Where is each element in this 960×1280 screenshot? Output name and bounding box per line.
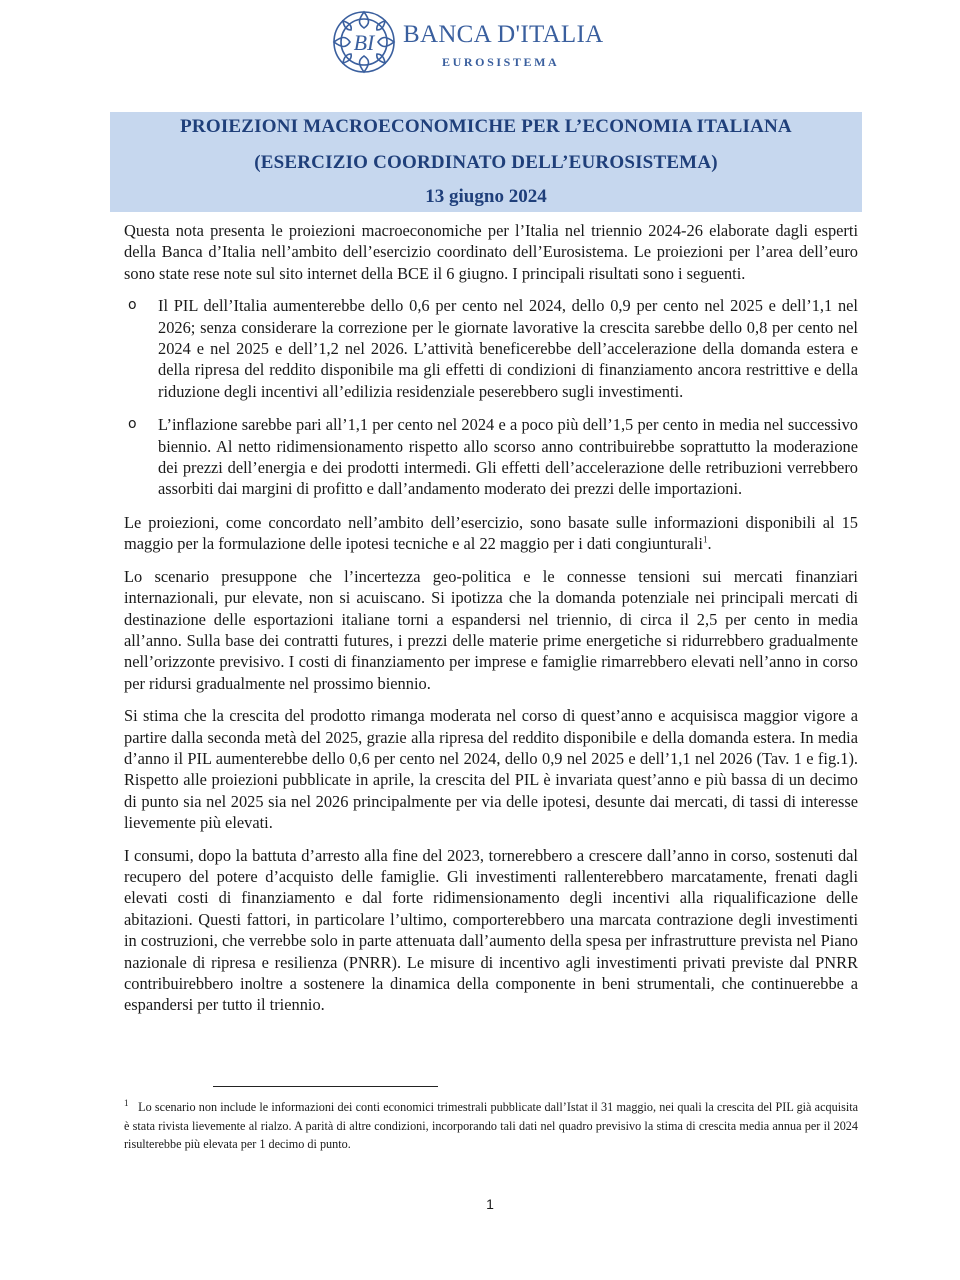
growth-paragraph: Si stima che la crescita del prodotto rimanga moderata nel corso di quest’anno e acquisisca maggior vigore a partire dalla seconda metà del 2025, grazie alla ripresa del reddito disponibile e della domanda estera. In media d’anno il PIL aumenterebbe dello 0,6 per cento nel 2024, dello 0,9 nel 2025 e dell’1,1 nel 2026 (Tav. 1 e fig.1). Rispetto alle proiezioni pubblicate in aprile, la crescita del PIL è invariata quest’anno e più bassa di un decimo di punto sia nel 2025 sia nel 2026 principalmente per via delle ipotesi, desunte dai mercati, di tassi di interesse lievemente più elevati. [124, 706, 858, 833]
list-item [124, 414, 858, 500]
bank-logo [330, 8, 630, 76]
footnote-divider [213, 1086, 438, 1087]
document-body [124, 220, 858, 1027]
emblem-letters: BI [353, 30, 375, 55]
document-date: 13 giugno 2024 [425, 186, 547, 207]
list-item [124, 295, 858, 402]
consumption-paragraph: I consumi, dopo la battuta d’arresto alla fine del 2023, tornerebbero a crescere dall’anno in corso, sostenuti dal recupero del potere d’acquisto delle famiglie. Gli investimenti rallenterebbero marcatamente, frenati dagli elevati costi di finanziamento e dal forte ridimensionamento degli incentivi alla riqualificazione delle abitazioni. Questi fattori, in particolare l’ultimo, comporterebbero una marcata contrazione degli investimenti in costruzioni, che verrebbe solo in parte attenuata dall’aumento della spesa per infrastrutture prevista nel Piano nazionale di ripresa e resilienza (PNRR). Le misure di incentivo agli investimenti privati previste dal PNRR contribuirebbero inoltre a sostenere la dinamica della componente in beni strumentali, che continuerebbe a espandersi per tutto il triennio. [124, 845, 858, 1015]
assumptions-paragraph: Le proiezioni, come concordato nell’ambito dell’esercizio, sono basate sulle informazioni disponibili al 15 maggio per la formulazione delle ipotesi tecniche e al 22 maggio per i dati congiunturali$^1$. [124, 512, 858, 554]
footnote-reference[interactable]: 1 [702, 534, 708, 545]
title-banner [110, 112, 862, 212]
assumptions-text: Le proiezioni, come concordato nell’ambito dell’esercizio, sono basate sulle informazioni disponibili al 15 maggio per la formulazione delle ipotesi tecniche e al 22 maggio per i dati congiunturali [124, 512, 858, 554]
document-title-line-1: PROIEZIONI MACROECONOMICHE PER L’ECONOMIA ITALIANA [180, 116, 792, 137]
key-results-list [124, 295, 858, 500]
bank-subtitle: EUROSISTEMA [442, 55, 560, 69]
footnote-text: Lo scenario non include le informazioni dei conti economici trimestrali pubblicate dall’Istat il 31 maggio, nei quali la crescita del PIL già acquisita è stata rivista lievemente al rialzo. A parità di altre condizioni, incorporando tali dati nel quadro previsivo la stima di crescita media annua per il 2024 risulterebbe più elevata per 1 decimo di punto. [124, 1100, 859, 1151]
bank-emblem-icon [330, 8, 398, 76]
document-title-line-2: (ESERCIZIO COORDINATO DELL’EUROSISTEMA) [254, 152, 718, 173]
bullet-text-inflation: L’inflazione sarebbe pari all’1,1 per cento nel 2024 e a poco più dell’1,5 per cento in media nel successivo biennio. Al netto ridimensionamento rispetto allo scorso anno contribuirebbe soprattutto la moderazione dei prezzi dell’energia e dei prodotti intermedi. Gli effetti dell’accelerazione delle retribuzioni verrebbero assorbiti dai margini di profitto e dall’andamento moderato dei prezzi delle importazioni. [158, 415, 858, 499]
footnote-number: 1 [124, 1097, 129, 1108]
page-number: 1 [486, 1196, 494, 1212]
bank-name: BANCA D'ITALIA [403, 21, 604, 48]
footnote [124, 1098, 858, 1154]
bullet-text-gdp: Il PIL dell’Italia aumenterebbe dello 0,6 per cento nel 2024, dello 0,9 per cento nel 2025 e dell’1,1 nel 2026; senza considerare la correzione per le giornate lavorative la crescita sarebbe dello 0,8 per cento nel 2024 e nel 2025 e dell’1,2 nel 2026. L’attività beneficerebbe dell’accelerazione della domanda estera e della ripresa del reddito disponibile ma gli effetti di condizioni di finanziamento ancora restrittive e della riduzione degli incentivi all’edilizia residenziale peserebbero sugli investimenti. [158, 296, 858, 401]
bullet-marker: o [128, 297, 137, 314]
bullet-marker: o [128, 416, 137, 433]
scenario-paragraph: Lo scenario presuppone che l’incertezza geo-politica e le connesse tensioni sui mercati finanziari internazionali, pur elevate, non si acuiscano. Si ipotizza che la domanda potenziale nei principali mercati di destinazione delle esportazioni italiane torni a espandersi nel triennio, di circa il 2,5 per cento in media all’anno. Sulla base dei contratti futures, i prezzi delle materie prime energetiche si ridurrebbero gradualmente nell’orizzonte previsivo. I costi di finanziamento per imprese e famiglie rimarrebbero elevati nell’anno in corso per ridursi gradualmente nel prossimo biennio. [124, 566, 858, 693]
intro-paragraph: Questa nota presenta le proiezioni macroeconomiche per l’Italia nel triennio 2024-26 elaborate dagli esperti della Banca d’Italia nell’ambito dell’esercizio coordinato dell’Eurosistema. Le proiezioni per l’area dell’euro sono state rese note sul sito internet della BCE il 6 giugno. I principali risultati sono i seguenti. [124, 221, 858, 283]
